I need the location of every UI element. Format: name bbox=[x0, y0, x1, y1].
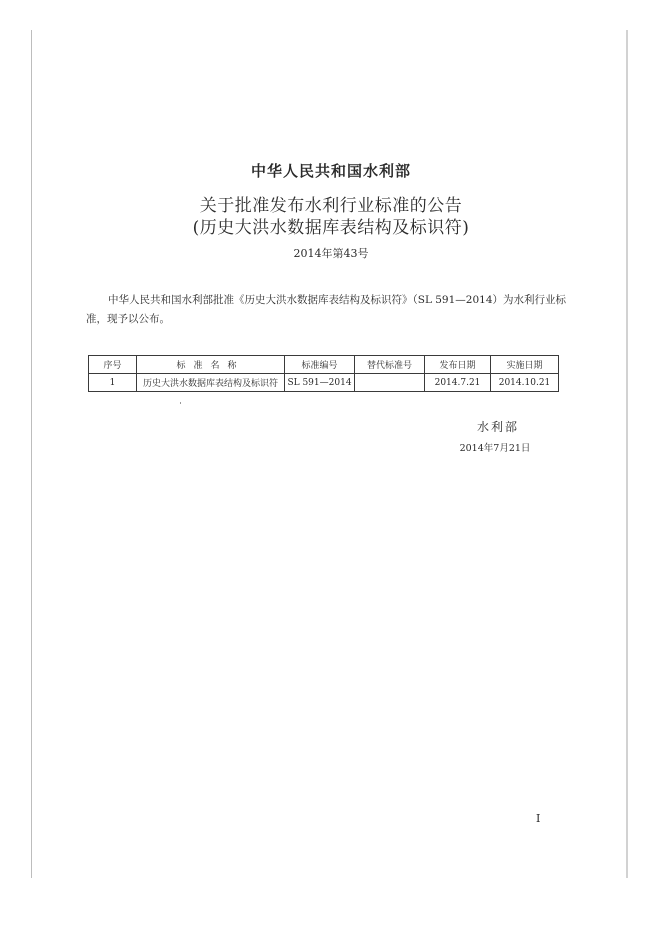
scan-speck bbox=[180, 402, 181, 404]
header-cell-replaced-number: 替代标准号 bbox=[355, 356, 425, 374]
header-cell-release-date: 发布日期 bbox=[425, 356, 491, 374]
header-cell-effective-date: 实施日期 bbox=[491, 356, 559, 374]
cell-effective-date: 2014.10.21 bbox=[491, 374, 559, 392]
header-cell-seq: 序号 bbox=[89, 356, 137, 374]
cell-seq: 1 bbox=[89, 374, 137, 392]
page-edge-right bbox=[626, 30, 628, 878]
table-header-row bbox=[89, 356, 559, 374]
announcement-title-line-1: 关于批准发布水利行业标准的公告 bbox=[199, 196, 463, 216]
ministry-header: 中华人民共和国水利部 bbox=[250, 162, 411, 180]
page-edge-left bbox=[31, 30, 32, 878]
standards-table bbox=[88, 355, 559, 392]
cell-standard-name: 历史大洪水数据库表结构及标识符 bbox=[137, 374, 285, 392]
document-number: 2014年第43号 bbox=[293, 247, 369, 260]
header-cell-standard-name: 标准名称 bbox=[137, 356, 285, 374]
signature-organization: 水利部 bbox=[476, 420, 519, 434]
header-cell-standard-number: 标准编号 bbox=[285, 356, 355, 374]
cell-release-date: 2014.7.21 bbox=[425, 374, 491, 392]
page-number: I bbox=[536, 812, 541, 825]
announcement-body-paragraph: 中华人民共和国水利部批准《历史大洪水数据库表结构及标识符》（SL 591—2014）为水利行业标准，现予以公布。 bbox=[86, 294, 567, 325]
cell-standard-number: SL 591—2014 bbox=[285, 374, 355, 392]
table-row bbox=[89, 374, 559, 392]
cell-replaced-number bbox=[355, 374, 425, 392]
announcement-title-line-2: (历史大洪水数据库表结构及标识符) bbox=[192, 218, 470, 238]
signature-date: 2014年7月21日 bbox=[459, 443, 531, 454]
